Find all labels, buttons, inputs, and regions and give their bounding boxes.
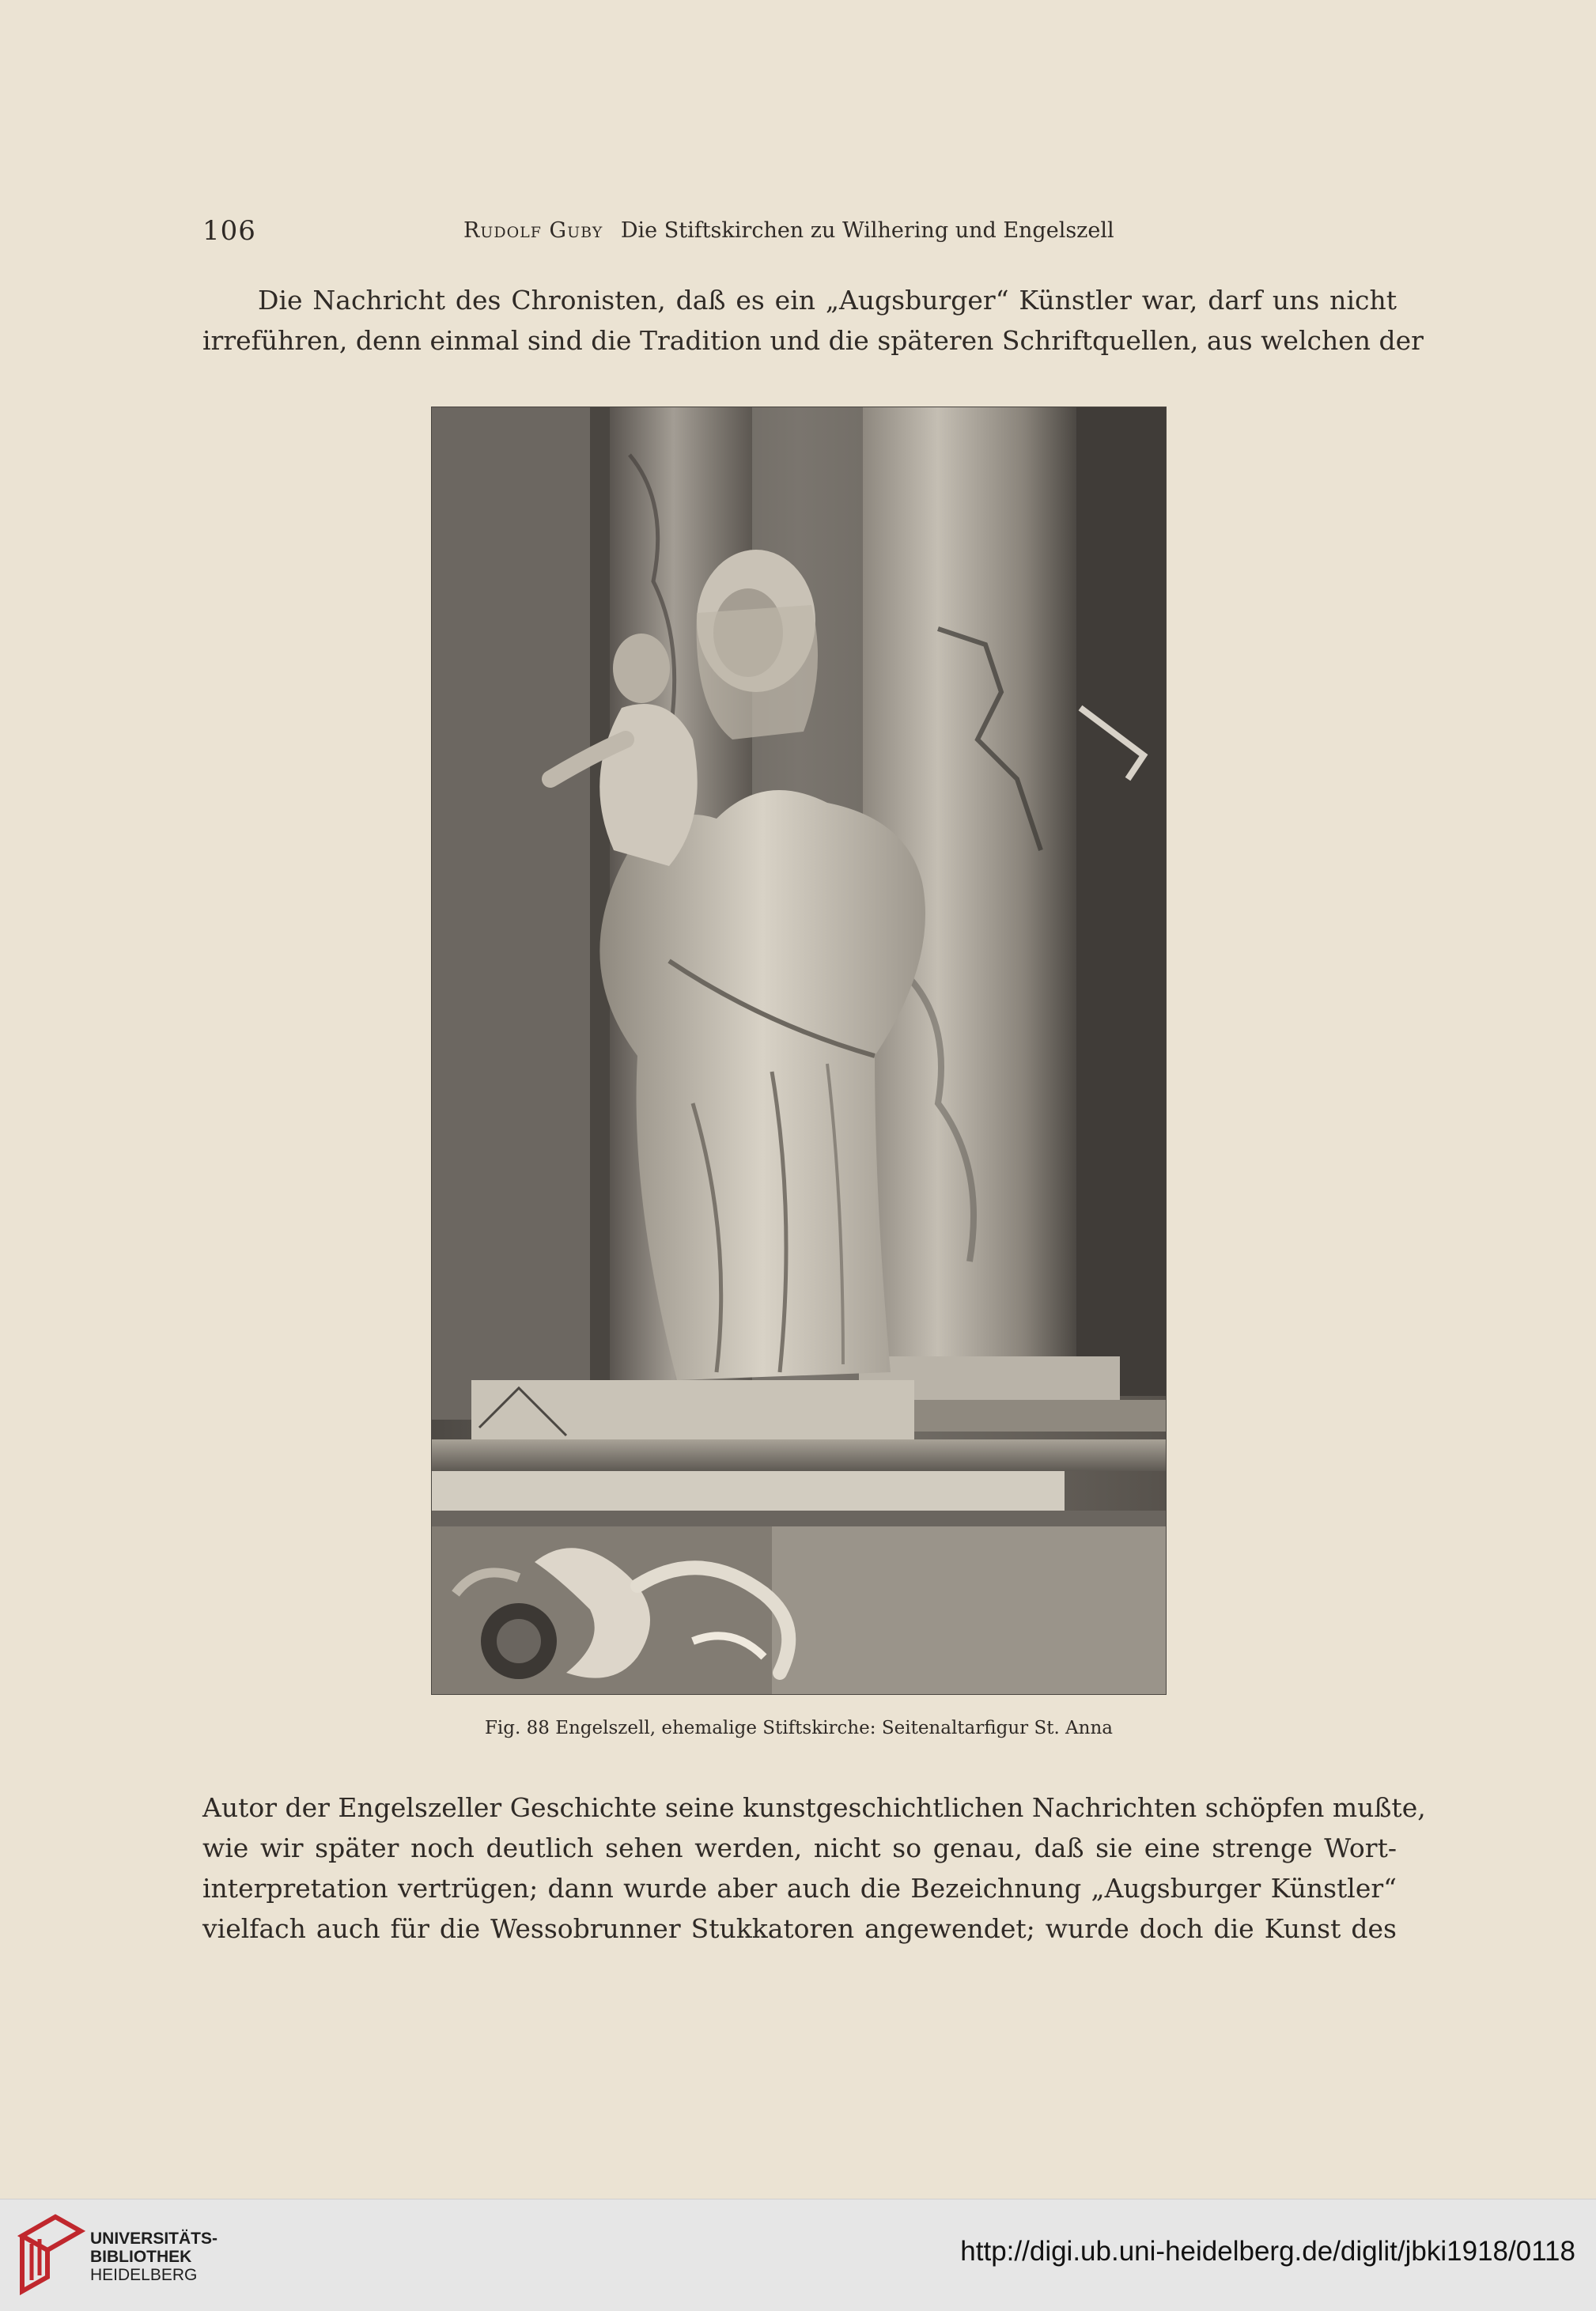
text-line: irreführen, denn einmal sind die Tradition und die späteren Schriftquellen, aus welchen der <box>202 325 1424 356</box>
library-name-line3: HEIDELBERG <box>90 2266 198 2284</box>
figure-photograph <box>432 407 1166 1694</box>
running-book-title: Die Stiftskirchen zu Wilhering und Engelszell <box>620 218 1114 243</box>
running-author: Rudolf Guby <box>463 218 603 243</box>
text-line: interpretation vertrügen; dann wurde aber auch die Bezeichnung „Augsburger Künstler“ <box>202 1873 1397 1904</box>
library-name-line1: UNIVERSITÄTS- <box>90 2230 218 2248</box>
running-title <box>463 218 1114 243</box>
ub-heidelberg-logo-icon <box>17 2212 85 2298</box>
library-name-line2: BIBLIOTHEK <box>90 2248 192 2266</box>
statue-photo-illustration <box>432 407 1166 1694</box>
library-footer <box>0 2199 1596 2311</box>
figure-caption: Fig. 88 Engelszell, ehemalige Stiftskirche: Seitenaltarfigur St. Anna <box>484 1718 1114 1738</box>
text-line: wie wir später noch deutlich sehen werden, nicht so genau, daß sie eine strenge Wort- <box>202 1833 1397 1863</box>
text-line: Autor der Engelszeller Geschichte seine kunstgeschichtlichen Nachrichten schöpfen mußte, <box>202 1792 1426 1823</box>
paragraph-top <box>202 280 1424 361</box>
text-line: Die Nachricht des Chronisten, daß es ein „Augsburger“ Künstler war, darf uns nicht <box>258 285 1397 316</box>
running-header <box>202 215 1397 255</box>
text-line: vielfach auch für die Wessobrunner Stukkatoren angewendet; wurde doch die Kunst des <box>202 1913 1397 1944</box>
page-number: 106 <box>202 215 256 247</box>
paragraph-bottom <box>202 1787 1426 1949</box>
permalink-url[interactable]: http://digi.ub.uni-heidelberg.de/diglit/jbki1918/0118 <box>960 2236 1575 2267</box>
library-name <box>90 2230 217 2284</box>
